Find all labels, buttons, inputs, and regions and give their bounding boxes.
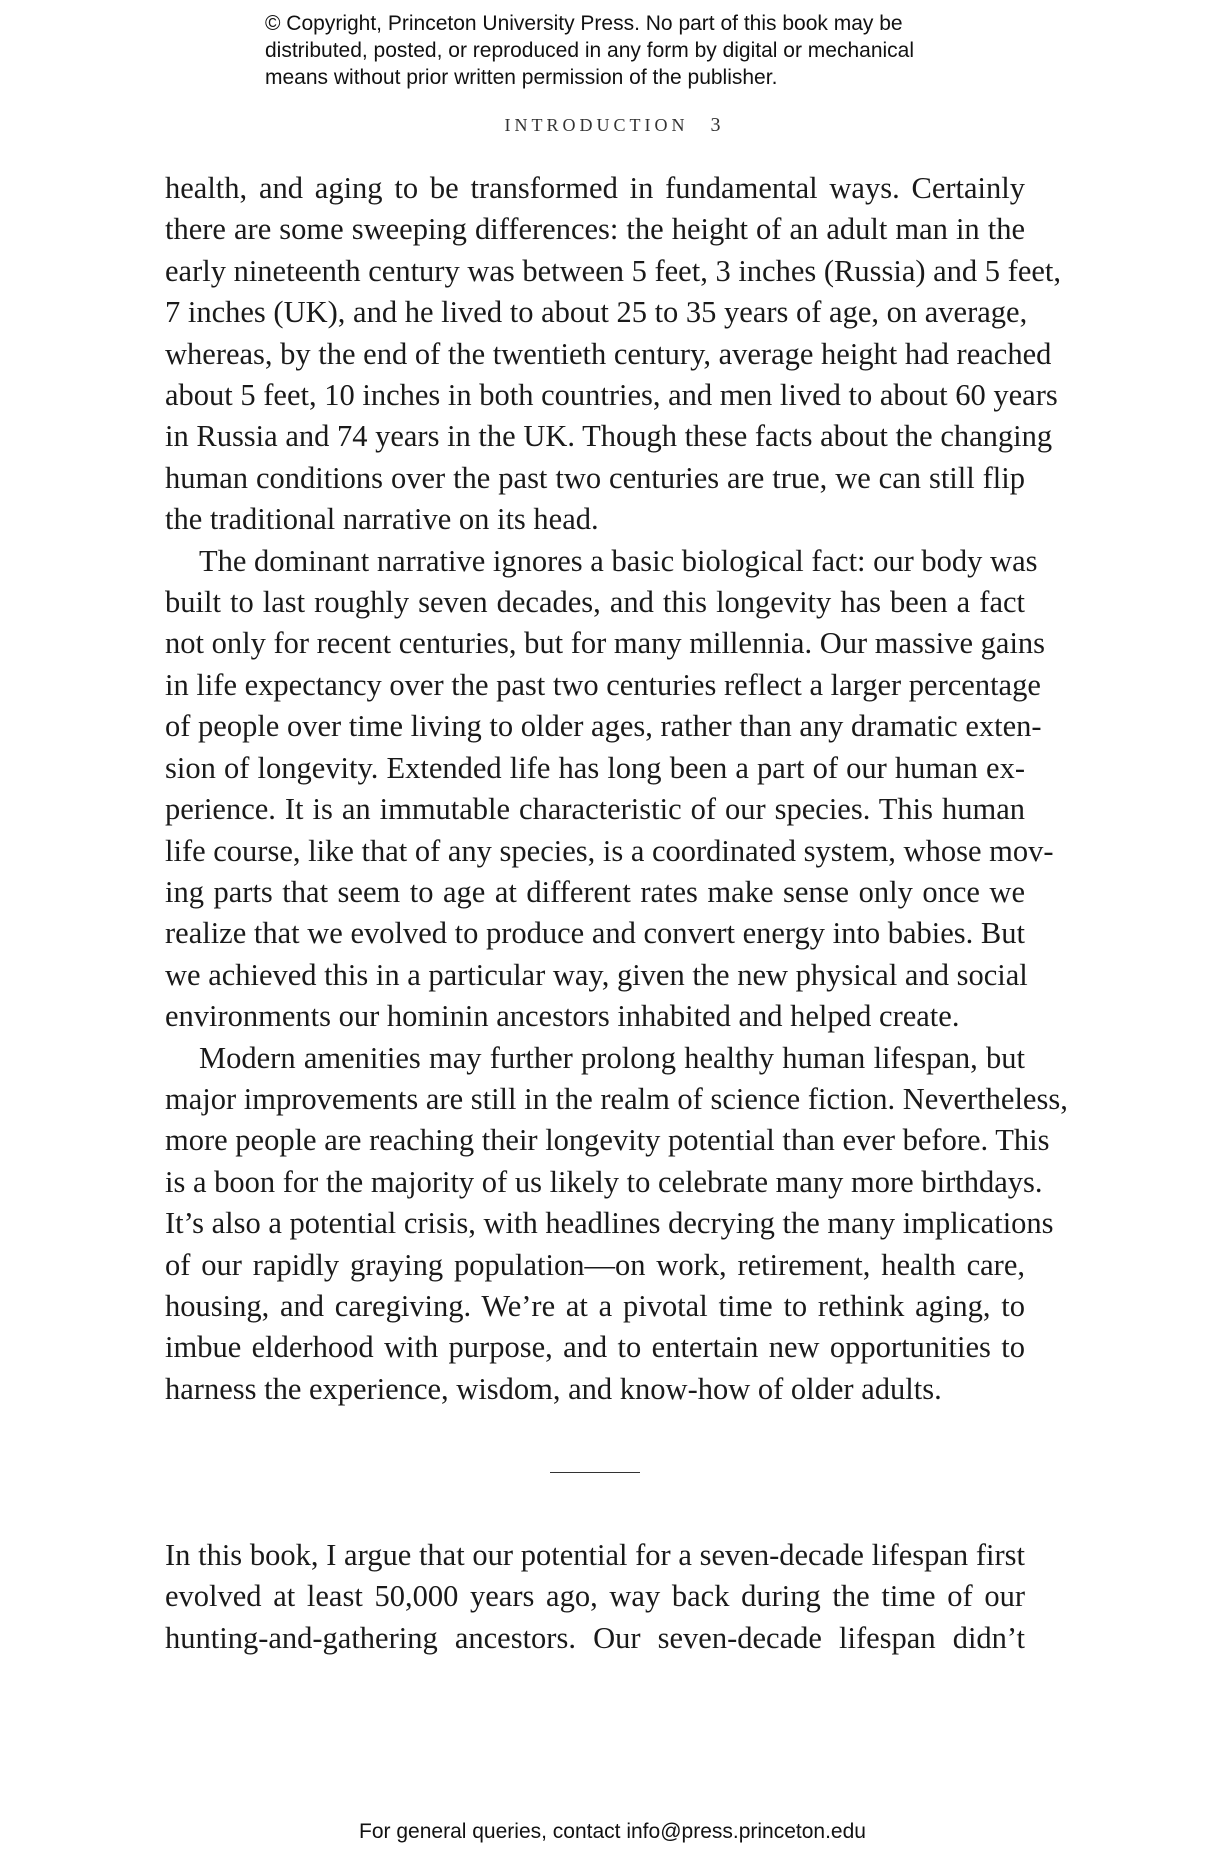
text-line: life course, like that of any species, is a coordinated system, whose mov-	[165, 833, 1054, 868]
text-line: realize that we evolved to produce and convert energy into babies. But	[165, 916, 1025, 951]
text-line: there are some sweeping differences: the height of an adult man in the	[165, 212, 1025, 247]
paragraph-2	[165, 541, 1054, 1038]
text-line: housing, and caregiving. We’re at a pivotal time to rethink aging, to	[165, 1288, 1025, 1323]
text-line: In this book, I argue that our potential for a seven-decade lifespan first	[165, 1538, 1025, 1572]
text-line: harness the experience, wisdom, and know-how of older adults.	[165, 1371, 942, 1406]
text-line: about 5 feet, 10 inches in both countries, and men lived to about 60 years	[165, 378, 1058, 413]
body-text	[165, 168, 1068, 1410]
text-line: we achieved this in a particular way, given the new physical and social	[165, 957, 1028, 992]
text-line: of our rapidly graying population—on work, retirement, health care,	[165, 1247, 1025, 1282]
text-line: It’s also a potential crisis, with headlines decrying the many implications	[165, 1206, 1054, 1241]
copyright-line: © Copyright, Princeton University Press. No part of this book may be	[265, 12, 903, 35]
text-line: perience. It is an immutable characteristic of our species. This human	[165, 792, 1025, 827]
text-line: Modern amenities may further prolong healthy human lifespan, but	[199, 1040, 1025, 1075]
text-line: sion of longevity. Extended life has long been a part of our human ex-	[165, 750, 1025, 785]
text-line: environments our hominin ancestors inhabited and helped create.	[165, 999, 960, 1034]
text-line: 7 inches (UK), and he lived to about 25 to 35 years of age, on average,	[165, 295, 1028, 330]
text-line: imbue elderhood with purpose, and to entertain new opportunities to	[165, 1330, 1025, 1365]
body-text-after-break	[165, 1535, 1025, 1659]
text-line: The dominant narrative ignores a basic biological fact: our body was	[199, 543, 1038, 578]
footer-contact: For general queries, contact info@press.princeton.edu	[359, 1820, 866, 1843]
text-line: hunting-and-gathering ancestors. Our seven-decade lifespan didn’t	[165, 1620, 1025, 1655]
page-number: 3	[710, 114, 721, 136]
chapter-title: INTRODUCTION	[504, 115, 689, 135]
text-line: more people are reaching their longevity potential than ever before. This	[165, 1123, 1050, 1158]
copyright-line: distributed, posted, or reproduced in any form by digital or mechanical	[265, 39, 915, 62]
text-line: health, and aging to be transformed in fundamental ways. Certainly	[165, 171, 1025, 205]
running-head	[0, 114, 1225, 137]
copyright-notice	[265, 10, 1025, 91]
text-line: of people over time living to older ages, rather than any dramatic exten-	[165, 709, 1042, 744]
text-line: early nineteenth century was between 5 feet, 3 inches (Russia) and 5 feet,	[165, 253, 1062, 288]
text-line: ing parts that seem to age at different rates make sense only once we	[165, 874, 1025, 909]
text-line: human conditions over the past two centuries are true, we can still flip	[165, 460, 1025, 495]
text-line: not only for recent centuries, but for many millennia. Our massive gains	[165, 626, 1046, 661]
text-line: major improvements are still in the realm of science fiction. Nevertheless,	[165, 1081, 1068, 1116]
section-break-rule	[550, 1472, 640, 1473]
paragraph-1	[165, 168, 1062, 541]
text-line: evolved at least 50,000 years ago, way back during the time of our	[165, 1579, 1025, 1614]
text-line: the traditional narrative on its head.	[165, 502, 599, 537]
text-line: whereas, by the end of the twentieth century, average height had reached	[165, 336, 1052, 371]
text-line: is a boon for the majority of us likely to celebrate many more birthdays.	[165, 1164, 1043, 1199]
text-line: in Russia and 74 years in the UK. Though these facts about the changing	[165, 419, 1053, 454]
paragraph-3	[165, 1038, 1068, 1411]
text-line: built to last roughly seven decades, and this longevity has been a fact	[165, 585, 1025, 620]
text-line: in life expectancy over the past two centuries reflect a larger percentage	[165, 667, 1041, 702]
copyright-line: means without prior written permission of the publisher.	[265, 66, 778, 89]
